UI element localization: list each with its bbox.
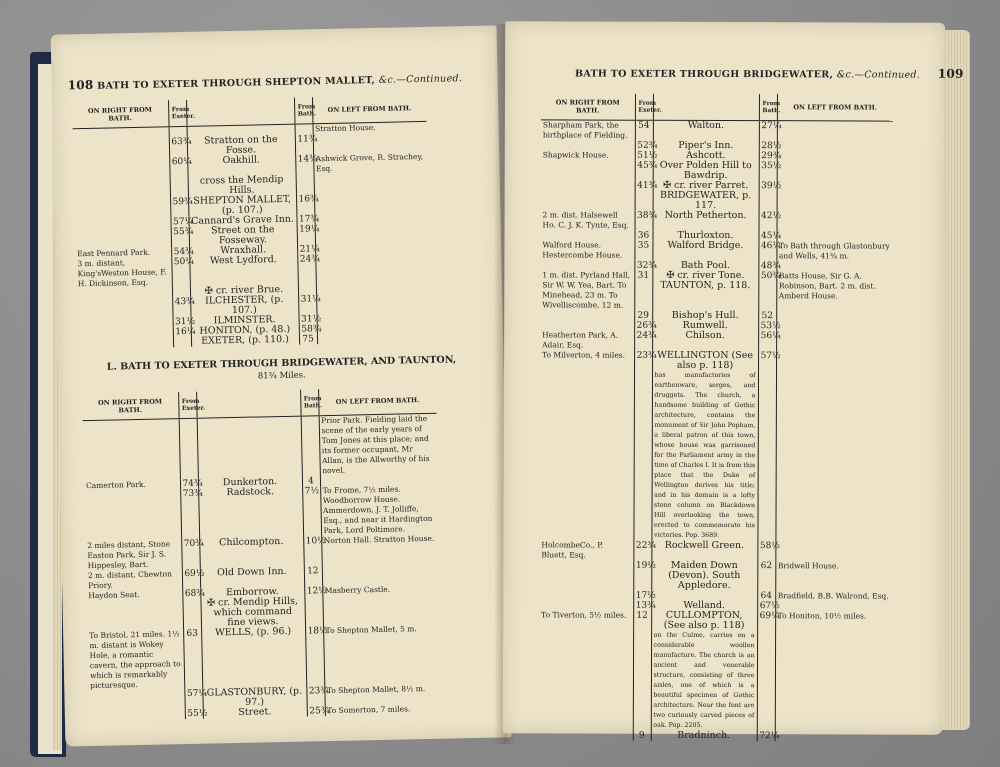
- bridgewater-row: [83, 413, 438, 481]
- shepton-town-cell: ILMINSTER.: [191, 315, 299, 327]
- taunton-from-exeter-cell: [633, 631, 651, 731]
- left-page-number: 108: [67, 77, 94, 93]
- taunton-from-exeter-cell: 29: [634, 311, 652, 321]
- bridgewater-town-cell: GLASTONBURY, (p. 97.): [202, 687, 306, 709]
- taunton-town-cell: North Petherton.: [653, 211, 759, 231]
- taunton-from-exeter-cell: [633, 371, 652, 541]
- route-table-shepton: [72, 95, 431, 349]
- bridgewater-from-exeter-cell: [179, 418, 198, 479]
- shepton-town-cell: HONITON, (p. 48.): [191, 325, 299, 337]
- taunton-header-right: ON RIGHT FROM BATH.: [541, 93, 635, 120]
- taunton-from-exeter-cell: 52¾: [635, 141, 653, 151]
- taunton-left-cell: [777, 211, 893, 231]
- taunton-from-bath-cell: 42½: [759, 211, 777, 231]
- shepton-from-exeter-cell: [172, 287, 190, 297]
- taunton-left-cell: [776, 321, 892, 331]
- shepton-from-bath-cell: 21¼: [297, 244, 315, 254]
- bridgewater-from-bath-cell: 18½: [305, 626, 324, 686]
- shepton-from-bath-cell: 17¾: [296, 214, 314, 224]
- bridgewater-town-cell: Chilcompton.: [199, 537, 304, 569]
- taunton-town-cell: Bradninch.: [651, 731, 757, 741]
- taunton-town-cell: Over Polden Hill to Bawdrip.: [653, 161, 759, 181]
- taunton-from-bath-cell: 53½: [758, 321, 776, 331]
- shepton-from-bath-cell: 58¾: [299, 324, 317, 334]
- taunton-from-exeter-cell: 24¾: [634, 331, 652, 351]
- bridgewater-from-bath-cell: [301, 416, 320, 477]
- taunton-left-cell: To Honiton, 10½ miles.: [775, 611, 891, 631]
- taunton-right-cell: 1 m. dist. Pyrland Hall, Sir W. W. Yea, Bart. To Minehead, 23 m. To Wivelliscombe, 12 m.: [542, 270, 631, 310]
- taunton-from-bath-cell: 39½: [759, 181, 777, 211]
- taunton-from-exeter-cell: 45¾: [635, 161, 653, 181]
- taunton-row: [541, 180, 893, 211]
- taunton-row: [539, 560, 891, 591]
- taunton-from-bath-cell: 29¾: [759, 151, 777, 161]
- taunton-from-exeter-cell: 31: [634, 271, 652, 311]
- taunton-from-exeter-cell: 41¾: [635, 181, 653, 211]
- shepton-right-cell: [76, 297, 172, 319]
- shepton-from-exeter-cell: 43¾: [172, 297, 190, 317]
- bridgewater-from-exeter-cell: 74¾: [180, 479, 198, 489]
- taunton-from-exeter-cell: 51½: [635, 151, 653, 161]
- shepton-from-exeter-cell: 57¼: [170, 217, 188, 227]
- shepton-left-cell: [317, 332, 431, 344]
- taunton-town-cell: Walton.: [653, 120, 759, 141]
- taunton-right-cell: [541, 140, 635, 150]
- shepton-town-cell: West Lydford.: [189, 255, 298, 287]
- shepton-header-right: ON RIGHT FROM BATH.: [72, 100, 169, 129]
- taunton-left-cell: Bridwell House.: [775, 561, 891, 591]
- bridgewater-from-exeter-cell: [182, 599, 201, 629]
- taunton-from-exeter-cell: 38¾: [635, 211, 653, 231]
- bridgewater-town-cell: ✠ cr. Mendip Hills, which command fine views.: [200, 597, 305, 629]
- taunton-from-bath-cell: 50¾: [758, 271, 776, 311]
- taunton-from-bath-cell: 46¼: [758, 241, 776, 261]
- shepton-town-cell: Cannard's Grave Inn.: [188, 215, 296, 227]
- taunton-from-exeter-cell: 26¾: [634, 321, 652, 331]
- taunton-from-exeter-cell: 36: [634, 231, 652, 241]
- taunton-from-bath-cell: 48¾: [758, 261, 776, 271]
- taunton-right-cell: [539, 560, 633, 590]
- taunton-left-cell: [777, 181, 893, 211]
- taunton-right-cell: Sharpham Park, the birthplace of Fielding.: [542, 120, 628, 140]
- bridgewater-left-cell: To Shepton Mallet, 5 m.: [323, 624, 442, 686]
- shepton-left-cell: [314, 172, 428, 194]
- taunton-left-cell: [775, 601, 891, 611]
- taunton-left-cell: [776, 311, 892, 321]
- taunton-right-cell: [541, 180, 635, 210]
- taunton-from-exeter-cell: 9: [633, 731, 651, 741]
- taunton-row: [539, 630, 891, 731]
- bridgewater-town-cell: Radstock.: [198, 487, 303, 539]
- taunton-header-town: [653, 94, 759, 121]
- shepton-right-cell: [73, 137, 169, 159]
- shepton-right-cell: [75, 227, 171, 249]
- taunton-right-cell: [539, 630, 633, 730]
- left-running-head-title: BATH TO EXETER THROUGH SHEPTON MALLET,: [97, 74, 376, 92]
- bridgewater-right-cell: [89, 709, 185, 721]
- bridgewater-right-cell: [84, 489, 181, 541]
- taunton-from-exeter-cell: 12: [633, 611, 651, 631]
- taunton-right-cell: To Milverton, 4 miles.: [542, 350, 626, 360]
- bridgewater-town-cell: Street.: [203, 707, 307, 719]
- taunton-right-cell: Heatherton Park, A. Adair, Esq.: [542, 330, 619, 350]
- bridgewater-header-right: ON RIGHT FROM BATH.: [82, 392, 179, 421]
- shepton-from-bath-cell: [298, 284, 316, 294]
- shepton-left-cell: [315, 252, 430, 284]
- shepton-town-cell: SHEPTON MALLET, (p. 107.): [188, 195, 296, 217]
- taunton-from-exeter-cell: 22¾: [633, 541, 651, 561]
- taunton-from-bath-cell: 56¼: [758, 331, 776, 351]
- bridgewater-from-exeter-cell: 73¾: [180, 489, 199, 539]
- taunton-from-bath-cell: 27¼: [759, 121, 777, 142]
- taunton-right-cell: [540, 260, 634, 270]
- left-running-head-suffix: &c.—Continued.: [378, 73, 463, 86]
- shepton-left-cell: [314, 192, 428, 214]
- right-running-head: [575, 65, 964, 80]
- right-page-number: 109: [937, 66, 964, 81]
- taunton-from-exeter-cell: 13¾: [633, 601, 651, 611]
- shepton-from-exeter-cell: 50¼: [171, 257, 190, 287]
- taunton-row: [541, 120, 893, 142]
- taunton-header-from-bath: From Bath.: [759, 94, 777, 121]
- taunton-row: [540, 350, 892, 371]
- bridgewater-left-cell: To Frome, 7½ miles. Woodborrow House. Ammerdown, J. T. Jolliffe, Esq., and near it Hardington Park, Lord Poltimore.: [320, 484, 439, 536]
- taunton-row: [541, 210, 893, 231]
- shepton-left-cell: [316, 292, 430, 314]
- taunton-header-from-exeter: From Exeter.: [635, 94, 653, 121]
- bridgewater-from-bath-cell: 7½: [302, 486, 321, 536]
- shepton-town-cell: cross the Mendip Hills.: [188, 175, 296, 197]
- taunton-left-cell: To Bath through Glastonbury and Wells, 41¾ m.: [776, 241, 892, 261]
- taunton-town-cell: WELLINGTON (See also p. 118): [652, 351, 758, 371]
- shepton-town-cell: EXETER, (p. 110.): [191, 335, 299, 347]
- bridgewater-right-cell: [88, 689, 184, 711]
- taunton-left-cell: [776, 331, 892, 351]
- shepton-from-bath-cell: 19¼: [297, 224, 315, 244]
- bridgewater-right-cell: [86, 599, 183, 631]
- taunton-from-bath-cell: [757, 631, 775, 731]
- taunton-row: [540, 330, 892, 351]
- shepton-from-bath-cell: 24¾: [297, 254, 316, 284]
- bridgewater-right-cell: 2 m. distant, Chewton Priory.: [87, 569, 172, 591]
- bridgewater-left-cell: Prior Park. Fielding laid the scene of the early years of Tom Jones at this place; and its former occupant, Mr Allan, is the Allworthy of his novel.: [319, 413, 438, 476]
- shepton-town-cell: Street on the Fosseway.: [189, 225, 297, 247]
- taunton-left-cell: [775, 371, 892, 541]
- taunton-row: [539, 370, 892, 541]
- shepton-from-bath-cell: 31¼: [298, 294, 316, 314]
- section-subtitle: 81¾ Miles.: [257, 370, 306, 382]
- taunton-left-cell: [775, 731, 891, 741]
- taunton-right-cell: HolcombeCo., P. Bluett, Esq.: [541, 540, 604, 560]
- shepton-town-cell: ✠ cr. river Brue.: [190, 285, 298, 297]
- shepton-town-cell: Wraxhall.: [189, 245, 297, 257]
- taunton-from-exeter-cell: 35: [634, 241, 652, 261]
- shepton-from-exeter-cell: 31½: [173, 317, 191, 327]
- taunton-right-cell: To Tiverton, 5½ miles.: [541, 610, 627, 620]
- bridgewater-from-exeter-cell: 69½: [182, 569, 200, 589]
- taunton-town-cell: on the Culme, carries on a considerable woollen manufacture. The church is an ancient and venerable structure, consisting of three aisles, one of which is a beautiful specimen of Gothic architecture. Near the font are two curiously carved pieces of oak. Pop. 2205.: [651, 631, 757, 731]
- shepton-left-cell: [315, 222, 429, 244]
- bridgewater-left-cell: Masberry Castle.: [322, 584, 440, 596]
- shepton-right-cell: 3 m. distant, King'sWeston House, F. H. Dickinson, Esq.: [77, 258, 167, 289]
- taunton-row: [540, 270, 892, 311]
- bridgewater-town-cell: Old Down Inn.: [200, 567, 304, 589]
- taunton-right-cell: [539, 370, 634, 540]
- taunton-town-cell: Welland.: [651, 601, 757, 611]
- taunton-town-cell: ✠ cr. river Parret. BRIDGEWATER, p. 117.: [653, 181, 759, 211]
- taunton-left-cell: [776, 351, 892, 371]
- shepton-from-exeter-cell: 60¼: [169, 157, 187, 177]
- left-page: [51, 25, 512, 746]
- shepton-from-exeter-cell: 16¼: [173, 327, 191, 337]
- bridgewater-right-cell: 2 miles distant, Stone Easton Park, Sir J. S. Hippesley, Bart.: [87, 539, 171, 571]
- taunton-row: [541, 160, 893, 181]
- shepton-from-bath-cell: [295, 124, 313, 135]
- taunton-right-cell: [541, 160, 635, 180]
- shepton-from-bath-cell: 31½: [299, 314, 317, 324]
- taunton-from-bath-cell: [757, 371, 776, 541]
- taunton-from-bath-cell: 52: [758, 311, 776, 321]
- bridgewater-from-exeter-cell: 70¾: [181, 539, 200, 569]
- taunton-right-cell: Shapwick House.: [542, 150, 609, 160]
- bridgewater-town-cell: [197, 416, 302, 479]
- taunton-right-cell: [540, 310, 634, 320]
- bridgewater-header-left: ON LEFT FROM BATH.: [318, 387, 437, 416]
- shepton-from-exeter-cell: [173, 337, 191, 347]
- taunton-right-cell: [540, 230, 634, 240]
- taunton-right-cell: [539, 600, 633, 610]
- taunton-from-bath-cell: 58½: [757, 541, 775, 561]
- shepton-right-cell: [73, 157, 169, 179]
- right-page: [503, 21, 964, 742]
- shepton-left-cell: [313, 132, 427, 154]
- bridgewater-right-cell: Camerton Park.: [85, 479, 146, 491]
- shepton-town-cell: Oakhill.: [187, 155, 295, 177]
- bridgewater-right-cell: [83, 419, 180, 481]
- shepton-town-cell: Stratton on the Fosse.: [187, 135, 295, 157]
- taunton-town-cell: Piper's Inn.: [653, 141, 759, 151]
- bridgewater-from-bath-cell: [304, 596, 323, 626]
- bridgewater-from-exeter-cell: 57¼: [184, 689, 202, 709]
- taunton-town-cell: Bishop's Hull.: [652, 311, 758, 321]
- taunton-right-cell: [539, 730, 633, 740]
- taunton-from-bath-cell: 62: [757, 561, 775, 591]
- right-running-head-title: BATH TO EXETER THROUGH BRIDGEWATER,: [575, 68, 834, 81]
- bridgewater-header-from-exeter: From Exeter.: [178, 392, 197, 419]
- right-running-head-suffix: &c.—Continued.: [836, 69, 921, 81]
- taunton-header-left: ON LEFT FROM BATH.: [777, 94, 893, 121]
- taunton-town-cell: has manufactories of earthenware, serges, and druggets. The church, a handsome building of Gothic architecture, contains the monument of Sir John Popham, a liberal patron of this town, whose house was garrisoned for the Parliament army in the time of Charles I. It is from this place that the Duke of Wellington derives his title; and in his domain is a lofty stone column on Blackdown Hill overlooking the town, erected to commemorate his victories. Pop. 3689.: [651, 371, 758, 541]
- bridgewater-town-cell: Dunkerton.: [198, 477, 302, 489]
- shepton-left-cell: Ashwick Grove, R. Strachey, Esq.: [313, 152, 427, 174]
- taunton-from-bath-cell: 72¼: [757, 731, 775, 741]
- taunton-left-cell: Bradfield, B.B. Walrond, Esq.: [775, 591, 891, 601]
- taunton-right-cell: [539, 590, 633, 600]
- bridgewater-right-cell: Haydon Seat.: [88, 590, 140, 601]
- bridgewater-from-bath-cell: 4: [302, 476, 320, 486]
- shepton-from-bath-cell: 11¾: [295, 134, 313, 154]
- shepton-from-exeter-cell: [170, 177, 188, 197]
- bridgewater-from-bath-cell: 12: [304, 566, 322, 586]
- taunton-town-cell: ✠ cr. river Tone. TAUNTON, p. 118.: [652, 271, 758, 311]
- taunton-from-exeter-cell: 54: [635, 120, 653, 141]
- taunton-right-cell: Walford House. Hestercombe House.: [542, 240, 623, 260]
- taunton-from-exeter-cell: 23¾: [634, 351, 652, 371]
- shepton-right-cell: [77, 337, 173, 349]
- section-title: L. BATH TO EXETER THROUGH BRIDGEWATER, AND TAUNTON,: [106, 354, 457, 373]
- bridgewater-from-bath-cell: 12½: [304, 586, 322, 596]
- bridgewater-left-cell: [322, 594, 441, 626]
- bridgewater-from-exeter-cell: 55½: [185, 709, 203, 719]
- left-running-head: [68, 70, 463, 92]
- bridgewater-from-bath-cell: 25¾: [307, 706, 325, 716]
- taunton-from-bath-cell: 57½: [758, 351, 776, 371]
- taunton-left-cell: [777, 141, 893, 151]
- shepton-header-town: [186, 98, 295, 127]
- shepton-right-cell: East Pennard Park.: [77, 247, 151, 259]
- bridgewater-right-cell: To Bristol, 21 miles. 1½ m. distant is Wokey Hole, a romantic cavern, the approach to which is remarkably picturesque.: [89, 629, 181, 691]
- bridgewater-row: [84, 484, 439, 541]
- shepton-header-from-exeter: From Exeter.: [168, 100, 187, 127]
- taunton-left-cell: [777, 161, 893, 181]
- taunton-left-cell: Batts House, Sir G. A. Robinson, Bart. 2 m. dist. Amberd House.: [776, 271, 892, 311]
- shepton-town-cell: ILCHESTER, (p. 107.): [190, 295, 298, 317]
- route-table-taunton: [539, 93, 893, 741]
- shepton-from-exeter-cell: 55¾: [171, 227, 189, 247]
- shepton-header-left: ON LEFT FROM BATH.: [312, 95, 427, 124]
- bridgewater-row: [87, 624, 442, 691]
- shepton-from-exeter-cell: 63¾: [169, 137, 187, 157]
- bridgewater-left-cell: To Somerton, 7 miles.: [325, 704, 443, 716]
- bridgewater-from-exeter-cell: 63: [183, 629, 202, 689]
- taunton-left-cell: [777, 121, 893, 142]
- taunton-town-cell: Bath Pool.: [652, 261, 758, 271]
- bridgewater-header-town: [196, 390, 301, 419]
- taunton-from-bath-cell: 45¼: [758, 231, 776, 241]
- taunton-town-cell: Rockwell Green.: [651, 541, 757, 561]
- shepton-from-bath-cell: 75: [299, 334, 317, 344]
- taunton-from-bath-cell: 67½: [757, 601, 775, 611]
- bridgewater-from-bath-cell: 23¾: [306, 686, 324, 706]
- shepton-header-from-bath: From Bath.: [294, 97, 313, 124]
- taunton-left-cell: [775, 631, 891, 731]
- taunton-left-cell: [776, 261, 892, 271]
- taunton-town-cell: Maiden Down (Devon). South Appledore.: [651, 561, 757, 591]
- bridgewater-from-bath-cell: 10½: [303, 536, 322, 566]
- taunton-row: [540, 240, 892, 261]
- shepton-from-exeter-cell: 54¾: [171, 247, 189, 257]
- shepton-left-cell: Stratton House.: [313, 121, 427, 134]
- taunton-town-cell: Chilson.: [652, 331, 758, 351]
- bridgewater-from-exeter-cell: 68¾: [182, 589, 200, 599]
- taunton-town-cell: Walford Bridge.: [652, 241, 758, 261]
- bridgewater-header-from-bath: From Bath.: [300, 389, 319, 416]
- shepton-from-exeter-cell: 59¾: [170, 197, 188, 217]
- taunton-from-bath-cell: 64: [757, 591, 775, 601]
- taunton-left-cell: [775, 541, 891, 561]
- taunton-right-cell: 2 m. dist. Halsewell Ho. C. J. K. Tynte, Esq.: [542, 210, 629, 230]
- shepton-from-bath-cell: 14¾: [295, 154, 313, 174]
- bridgewater-town-cell: Emborrow.: [200, 587, 304, 599]
- bridgewater-left-cell: [322, 564, 440, 586]
- taunton-row: [539, 730, 891, 741]
- taunton-from-exeter-cell: 32¾: [634, 261, 652, 271]
- shepton-from-exeter-cell: [169, 126, 187, 137]
- taunton-left-cell: [777, 151, 893, 161]
- bridgewater-left-cell: Norton Hall. Stratton House.: [321, 534, 440, 566]
- taunton-town-cell: Ashcott.: [653, 151, 759, 161]
- taunton-row: [539, 540, 891, 561]
- shepton-from-bath-cell: 16¾: [296, 194, 314, 214]
- taunton-from-bath-cell: 35½: [759, 161, 777, 181]
- taunton-right-cell: [540, 320, 634, 330]
- shepton-from-bath-cell: [296, 174, 314, 194]
- taunton-row: [539, 610, 891, 631]
- taunton-left-cell: [776, 231, 892, 241]
- bridgewater-left-cell: To Shepton Mallet, 8½ m.: [324, 684, 442, 706]
- taunton-from-bath-cell: 28½: [759, 141, 777, 151]
- taunton-town-cell: CULLOMPTON, (See also p. 118): [651, 611, 757, 631]
- route-table-bridgewater: [82, 387, 443, 721]
- taunton-from-exeter-cell: 19½: [633, 561, 651, 591]
- taunton-from-exeter-cell: 17½: [633, 591, 651, 601]
- taunton-from-bath-cell: 69¼: [757, 611, 775, 631]
- shepton-right-cell: [74, 197, 170, 219]
- shepton-right-cell: [74, 177, 170, 199]
- taunton-town-cell: Rumwell.: [652, 321, 758, 331]
- bridgewater-town-cell: WELLS, (p. 96.): [201, 627, 306, 689]
- taunton-town-cell: Thurloxton.: [652, 231, 758, 241]
